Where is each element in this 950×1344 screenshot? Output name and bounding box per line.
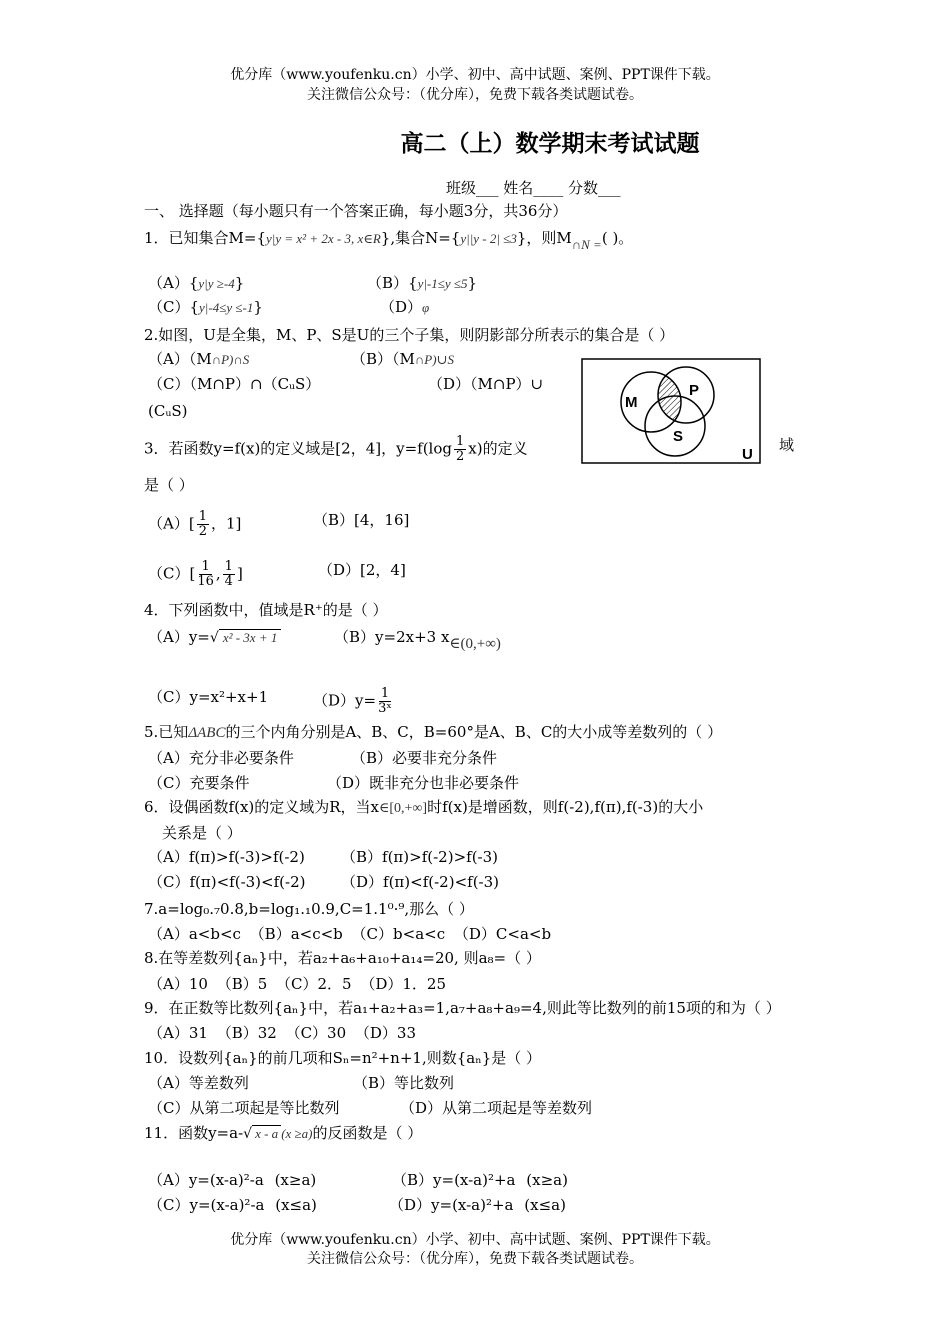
- question-1-option-d: （D）φ: [380, 298, 430, 316]
- question-10-option-b: （B）等比数列: [353, 1074, 455, 1092]
- question-3-option-d: （D）[2，4]: [318, 561, 406, 579]
- question-1-option-a: （A）{y|y ≥-4}: [148, 274, 245, 292]
- question-4-stem: 4．下列函数中，值域是R⁺的是（ ）: [144, 601, 388, 619]
- question-11-option-c: （C）y=(x-a)²-a (x≤a): [148, 1196, 317, 1214]
- header-line-1: 优分库（www.youfenku.cn）小学、初中、高中试题、案例、PPT课件下载。: [230, 67, 720, 83]
- question-3-stem-cont: 是（ ）: [144, 476, 194, 494]
- question-2-option-c: （C）（M∩P）∩（CᵤS）: [148, 375, 321, 393]
- question-9-stem: 9．在正数等比数列{aₙ}中，若a₁+a₂+a₃=1,a₇+a₈+a₉=4,则此等比数列的前15项的和为（ ）: [144, 999, 781, 1017]
- student-info-line: 班级___ 姓名____ 分数___: [446, 179, 621, 197]
- question-2-option-d: （D）（M∩P）∪: [428, 375, 544, 393]
- venn-diagram: [581, 358, 761, 464]
- label-p: P: [689, 382, 700, 399]
- question-5-option-b: （B）必要非充分条件: [351, 749, 498, 767]
- question-4-option-b: （B）y=2x+3 x∈(0,+∞): [334, 628, 501, 652]
- question-3-option-c: （C）[ $\frac{1}{16}$ , $\frac{1}{4}$ ]: [148, 559, 243, 589]
- question-3-option-b: （B）[4，16]: [313, 511, 410, 529]
- question-2-option-a: （A）（M∩P)∩S: [148, 350, 250, 368]
- question-10-option-a: （A）等差数列: [148, 1074, 249, 1092]
- question-5-stem: 5.已知ΔABC的三个内角分别是A、B、C，B=60°是A、B、C的大小成等差数列的（ ）: [144, 723, 723, 741]
- question-3-stem: 3．若函数y=f(x)的定义域是[2，4]，y=f(log $\frac{1}{2}$ x)的定义: [144, 434, 528, 464]
- question-5-option-c: （C）充要条件: [148, 774, 250, 792]
- footer-line-1: 优分库（www.youfenku.cn）小学、初中、高中试题、案例、PPT课件下载。: [230, 1232, 720, 1248]
- question-2-stem: 2.如图，U是全集，M、P、S是U的三个子集，则阴影部分所表示的集合是（ ）: [144, 326, 675, 344]
- question-6-option-b: （B）f(π)>f(-2)>f(-3): [341, 848, 499, 866]
- label-m: M: [625, 394, 638, 411]
- section-heading: 一、 选择题（每小题只有一个答案正确，每小题3分，共36分）: [144, 202, 568, 220]
- question-11-option-d: （D）y=(x-a)²+a (x≤a): [389, 1196, 566, 1214]
- label-s: S: [673, 428, 684, 445]
- question-10-option-c: （C）从第二项起是等比数列: [148, 1099, 340, 1117]
- question-11-option-a: （A）y=(x-a)²-a (x≥a): [148, 1171, 317, 1189]
- question-6-option-a: （A）f(π)>f(-3)>f(-2): [148, 848, 305, 866]
- question-3-option-a: （A）[ $\frac{1}{2}$ ，1]: [148, 509, 242, 539]
- question-5-option-a: （A）充分非必要条件: [148, 749, 294, 767]
- question-6-stem: 6．设偶函数f(x)的定义域为R，当x∈[0,+∞]时f(x)是增函数，则f(-2),f(π),f(-3)的大小: [144, 798, 704, 816]
- question-10-option-d: （D）从第二项起是等差数列: [400, 1099, 593, 1117]
- question-6-stem-cont: 关系是（ ）: [162, 824, 242, 842]
- page-title: 高二（上）数学期末考试试题: [400, 131, 700, 157]
- question-7-options: （A）a<b<c （B）a<c<b （C）b<a<c （D）C<a<b: [148, 925, 552, 943]
- question-8-options: （A）10 （B）5 （C）2．5 （D）1．25: [148, 975, 447, 993]
- footer-line-2: 关注微信公众号：（优分库），免费下载各类试题试卷。: [307, 1251, 643, 1267]
- question-6-option-d: （D）f(π)<f(-2)<f(-3): [341, 873, 500, 891]
- question-11-option-b: （B）y=(x-a)²+a (x≥a): [392, 1171, 568, 1189]
- label-u: U: [742, 446, 753, 463]
- question-3-stem-end: 域: [779, 436, 795, 454]
- question-11-stem: 11．函数y=a-√ x - a (x ≥a)的反函数是（ ）: [144, 1124, 423, 1142]
- question-8-stem: 8.在等差数列{aₙ}中，若a₂+a₆+a₁₀+a₁₄=20, 则a₈=（ ）: [144, 949, 541, 967]
- question-6-option-c: （C）f(π)<f(-3)<f(-2): [148, 873, 306, 891]
- question-4-option-d: （D）y= $\frac{1}{\text{3ˣ}}$: [313, 686, 392, 716]
- question-1-option-b: （B）{y|-1≤y ≤5}: [367, 274, 478, 292]
- header-line-2: 关注微信公众号：（优分库），免费下载各类试题试卷。: [307, 87, 643, 103]
- question-4-option-a: （A）y=√ x² - 3x + 1: [148, 627, 281, 648]
- question-2-option-d-cont: (CᵤS): [148, 402, 188, 420]
- question-4-option-c: （C）y=x²+x+1: [148, 688, 269, 706]
- question-1-option-c: （C）{y|-4≤y ≤-1}: [148, 298, 263, 316]
- question-9-options: （A）31 （B）32 （C）30 （D）33: [148, 1024, 417, 1042]
- question-5-option-d: （D）既非充分也非必要条件: [327, 774, 520, 792]
- question-1-stem: 1．已知集合M={y|y = x² + 2x - 3, x∈R},集合N={y||y - 2| ≤3}，则M∩N =( )。: [144, 229, 634, 252]
- question-7-stem: 7.a=log₀.₇0.8,b=log₁.₁0.9,C=1.1⁰·⁹,那么（ ）: [144, 900, 474, 918]
- question-2-option-b: （B）（M∩P)∪S: [351, 350, 454, 368]
- question-10-stem: 10．设数列{aₙ}的前几项和Sₙ=n²+n+1,则数{aₙ}是（ ）: [144, 1049, 542, 1067]
